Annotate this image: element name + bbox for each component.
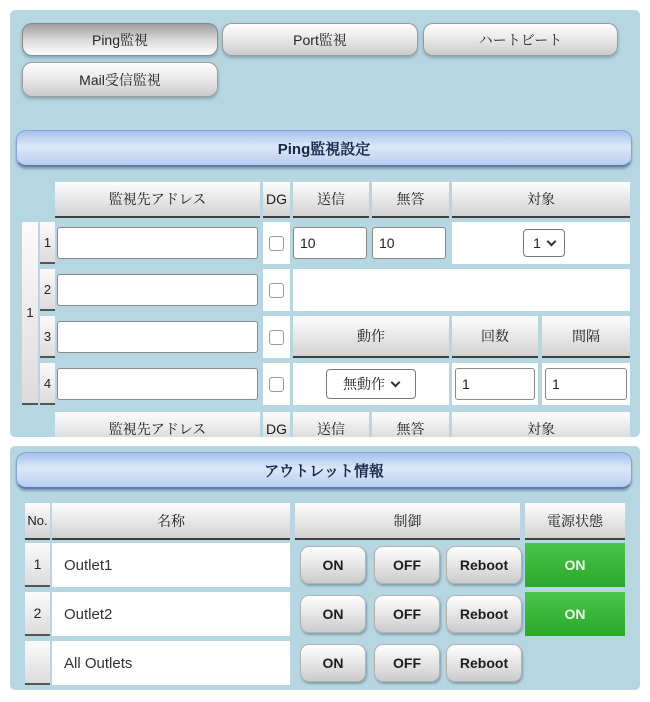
- outlet2-power-status: ON: [525, 592, 625, 636]
- tab-heartbeat[interactable]: ハートビート: [423, 23, 618, 56]
- col-header-no-answer-repeat: 無答: [372, 412, 449, 437]
- ping-table-repeated-header: [10, 412, 640, 437]
- col-header-target-repeat: 対象: [452, 412, 630, 437]
- target-select-value: 1: [533, 235, 541, 251]
- row-number-3: 3: [40, 316, 55, 358]
- outlet1-off-button[interactable]: OFF: [374, 546, 440, 584]
- dg-checkbox-3[interactable]: [269, 330, 284, 345]
- dg-checkbox-2[interactable]: [269, 283, 284, 298]
- outlet2-reboot-button[interactable]: Reboot: [446, 595, 522, 633]
- tab-ping-monitor[interactable]: Ping監視: [22, 23, 218, 56]
- address-input-2[interactable]: [57, 274, 258, 306]
- outlet-row-number-all: [25, 641, 50, 685]
- target-select-1[interactable]: [523, 229, 565, 257]
- outlet-col-header-name: 名称: [52, 503, 290, 540]
- col-header-address: 監視先アドレス: [55, 182, 260, 218]
- outlet2-on-button[interactable]: ON: [300, 595, 366, 633]
- all-outlets-reboot-button[interactable]: Reboot: [446, 644, 522, 682]
- ping-settings-title-bar: Ping監視設定: [16, 130, 632, 167]
- all-outlets-on-button[interactable]: ON: [300, 644, 366, 682]
- col-header-dg: DG: [263, 182, 290, 218]
- sub-header-action: 動作: [293, 316, 449, 358]
- outlet-name-all: All Outlets: [52, 641, 290, 685]
- outlet-col-header-no: No.: [25, 503, 50, 540]
- all-outlets-off-button[interactable]: OFF: [374, 644, 440, 682]
- address-input-1[interactable]: [57, 227, 258, 259]
- sub-header-interval: 間隔: [542, 316, 630, 358]
- dg-checkbox-4[interactable]: [269, 377, 284, 392]
- group-number-cell: 1: [22, 222, 38, 405]
- col-header-no-answer: 無答: [372, 182, 449, 218]
- outlet-col-header-power: 電源状態: [525, 503, 625, 540]
- address-input-3[interactable]: [57, 321, 258, 353]
- col-header-target: 対象: [452, 182, 630, 218]
- no-answer-input-1[interactable]: [372, 227, 446, 259]
- col-header-send: 送信: [293, 182, 369, 218]
- dg-checkbox-1[interactable]: [269, 236, 284, 251]
- outlet2-off-button[interactable]: OFF: [374, 595, 440, 633]
- sub-header-count: 回数: [452, 316, 538, 358]
- col-header-dg-repeat: DG: [263, 412, 290, 437]
- row-number-2: 2: [40, 269, 55, 311]
- chevron-down-icon: [391, 377, 401, 387]
- row-number-1: 1: [40, 222, 55, 264]
- outlet-name-2: Outlet2: [52, 592, 290, 636]
- send-count-input-1[interactable]: [293, 227, 367, 259]
- row-number-4: 4: [40, 363, 55, 405]
- interval-input[interactable]: [545, 368, 627, 400]
- action-select[interactable]: [326, 369, 416, 399]
- outlet-col-header-control: 制御: [295, 503, 520, 540]
- count-input[interactable]: [455, 368, 535, 400]
- outlet-info-panel: [10, 446, 640, 690]
- action-select-value: 無動作: [343, 376, 385, 392]
- ping-monitor-panel: [10, 10, 640, 437]
- outlet-info-title-bar: アウトレット情報: [16, 452, 632, 489]
- outlet-row-number-1: 1: [25, 543, 50, 587]
- address-input-4[interactable]: [57, 368, 258, 400]
- tab-port-monitor[interactable]: Port監視: [222, 23, 418, 56]
- chevron-down-icon: [546, 236, 556, 246]
- outlet1-power-status: ON: [525, 543, 625, 587]
- outlet1-reboot-button[interactable]: Reboot: [446, 546, 522, 584]
- outlet-row-number-2: 2: [25, 592, 50, 636]
- merged-empty-cell: [293, 269, 630, 311]
- outlet-name-1: Outlet1: [52, 543, 290, 587]
- outlet1-on-button[interactable]: ON: [300, 546, 366, 584]
- tab-mail-monitor[interactable]: Mail受信監視: [22, 62, 218, 97]
- col-header-address-repeat: 監視先アドレス: [55, 412, 260, 437]
- col-header-send-repeat: 送信: [293, 412, 369, 437]
